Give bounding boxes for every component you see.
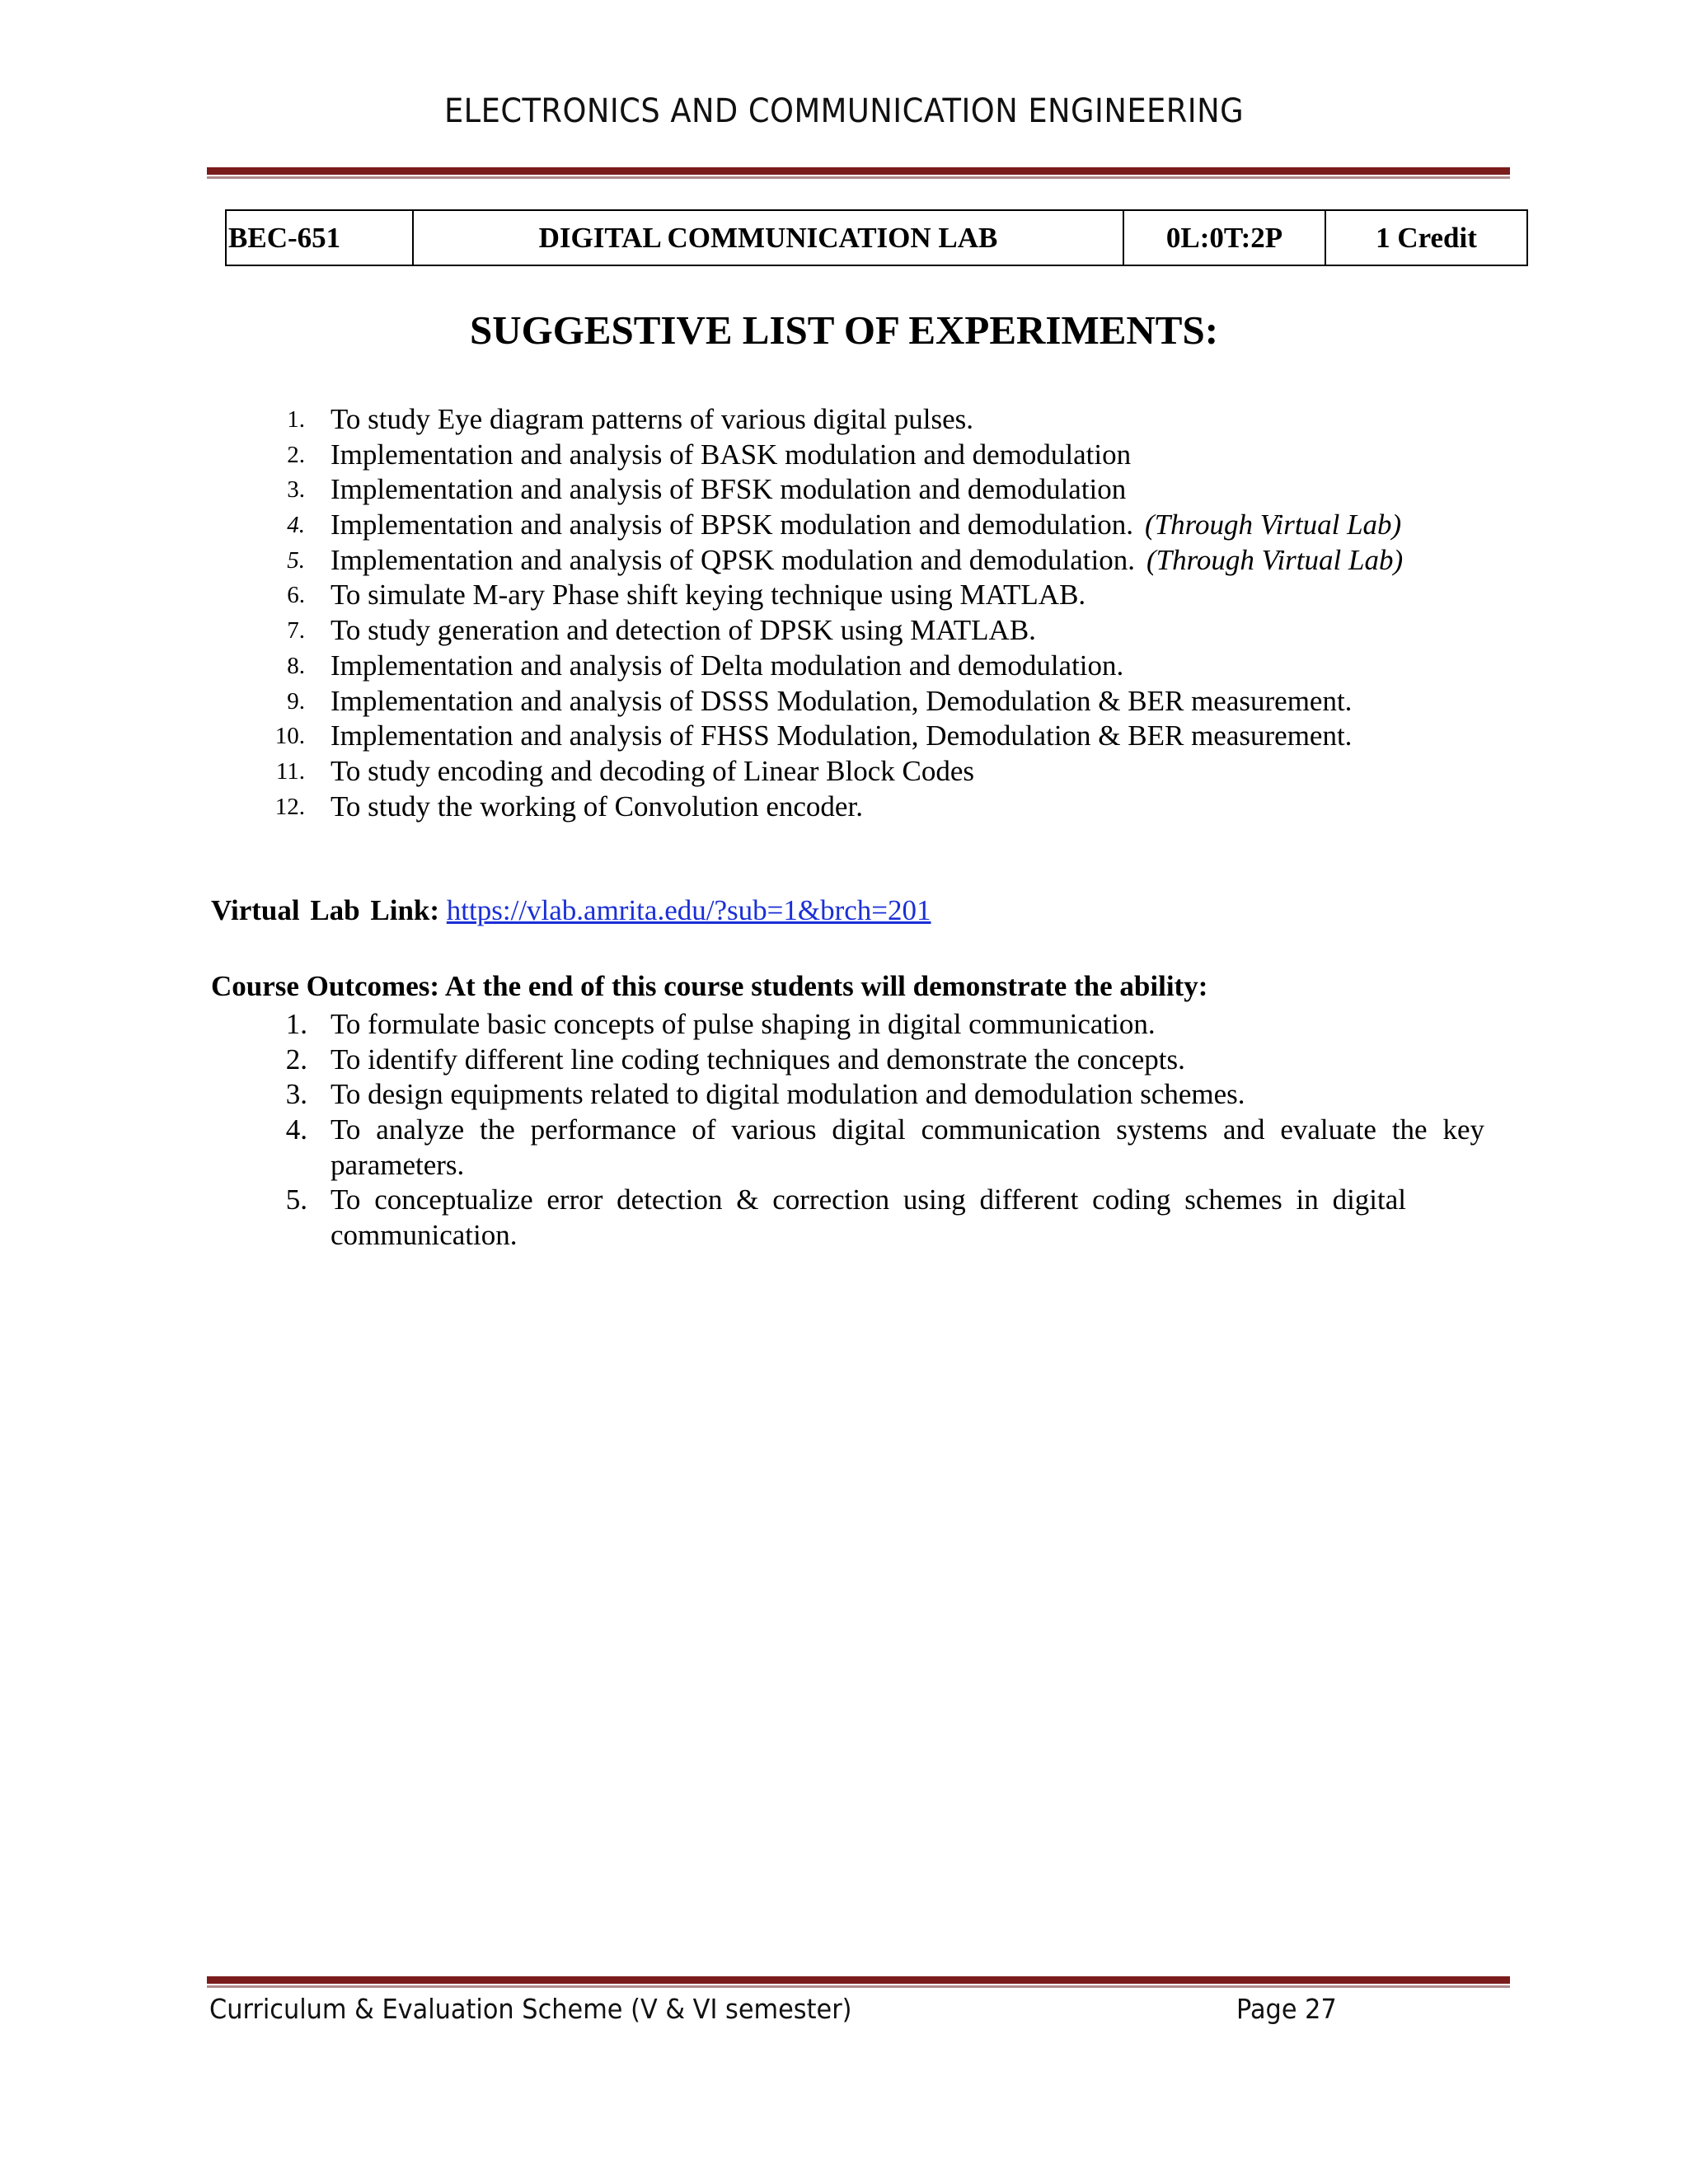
item-text: Implementation and analysis of BPSK modulation and demodulation.: [331, 509, 1134, 541]
item-number: 1.: [285, 1008, 307, 1040]
item-text: To identify different line coding techniques and demonstrate the concepts.: [331, 1043, 1185, 1076]
item-number: 8.: [287, 652, 305, 679]
item-number: 10.: [274, 723, 305, 750]
virtual-lab-note: (Through Virtual Lab): [1146, 543, 1404, 576]
item-number: 9.: [287, 687, 305, 715]
item-text: Implementation and analysis of DSSS Modulation, Demodulation & BER measurement.: [331, 684, 1353, 717]
item-text: To simulate M-ary Phase shift keying technique using MATLAB.: [331, 579, 1086, 612]
course-name: DIGITAL COMMUNICATION LAB: [413, 210, 1123, 265]
item-text: To analyze the performance of various digital communication systems and evaluate the key: [331, 1113, 1484, 1146]
virtual-lab-line: [211, 894, 931, 927]
item-text: Implementation and analysis of BASK modulation and demodulation: [331, 438, 1132, 471]
page-header: ELECTRONICS AND COMMUNICATION ENGINEERING: [443, 92, 1245, 130]
item-number: 1.: [287, 406, 305, 433]
item-text-wrap: [331, 508, 1401, 543]
footer-rule: [207, 1976, 1510, 1984]
item-text: Implementation and analysis of Delta modulation and demodulation.: [331, 649, 1124, 682]
item-number: 4.: [287, 512, 305, 539]
virtual-lab-note: (Through Virtual Lab): [1145, 509, 1402, 541]
item-text: To formulate basic concepts of pulse shaping in digital communication.: [331, 1008, 1156, 1040]
item-number: 11.: [275, 757, 305, 785]
section-title: SUGGESTIVE LIST OF EXPERIMENTS:: [469, 307, 1219, 353]
item-number: 7.: [287, 617, 305, 644]
course-code: BEC-651: [226, 210, 413, 265]
virtual-lab-link[interactable]: https://vlab.amrita.edu/?sub=1&brch=201: [446, 894, 931, 926]
item-text: To design equipments related to digital modulation and demodulation schemes.: [331, 1078, 1245, 1111]
item-number: 2.: [287, 441, 305, 468]
item-text: Implementation and analysis of BFSK modulation and demodulation: [331, 473, 1127, 506]
course-credit: 1 Credit: [1325, 210, 1527, 265]
footer-rule-thin: [207, 1985, 1510, 1988]
item-number: 12.: [274, 793, 305, 820]
item-text-wrap: [331, 543, 1403, 579]
item-text: To study generation and detection of DPSK using MATLAB.: [331, 614, 1036, 647]
item-text: To conceptualize error detection & correction using different coding schemes in digital: [331, 1183, 1406, 1216]
item-number: 5.: [285, 1183, 307, 1216]
item-number: 5.: [287, 546, 305, 574]
item-number: 3.: [285, 1078, 307, 1111]
item-text-continuation: parameters.: [331, 1148, 465, 1181]
footer-document-title: Curriculum & Evaluation Scheme (V & VI semester): [209, 1993, 852, 2025]
item-text: To study encoding and decoding of Linear Block Codes: [331, 754, 974, 787]
item-text-continuation: communication.: [331, 1219, 518, 1252]
item-text: Implementation and analysis of QPSK modulation and demodulation.: [331, 543, 1135, 576]
item-text: Implementation and analysis of FHSS Modulation, Demodulation & BER measurement.: [331, 719, 1353, 752]
item-number: 6.: [287, 582, 305, 609]
item-number: 4.: [285, 1113, 307, 1146]
virtual-lab-label: Virtual Lab Link:: [211, 894, 440, 926]
item-text: To study the working of Convolution encoder.: [331, 790, 863, 823]
item-number: 3.: [287, 476, 305, 504]
course-outcomes-heading: Course Outcomes: At the end of this course students will demonstrate the ability:: [211, 970, 1208, 1002]
header-rule-thin: [207, 176, 1510, 179]
item-number: 2.: [285, 1043, 307, 1076]
footer-page-number: Page 27: [1236, 1993, 1337, 2025]
course-info-table: [225, 209, 1528, 266]
header-rule: [207, 167, 1510, 175]
item-text: To study Eye diagram patterns of various digital pulses.: [331, 403, 974, 435]
course-ltp: 0L:0T:2P: [1123, 210, 1325, 265]
